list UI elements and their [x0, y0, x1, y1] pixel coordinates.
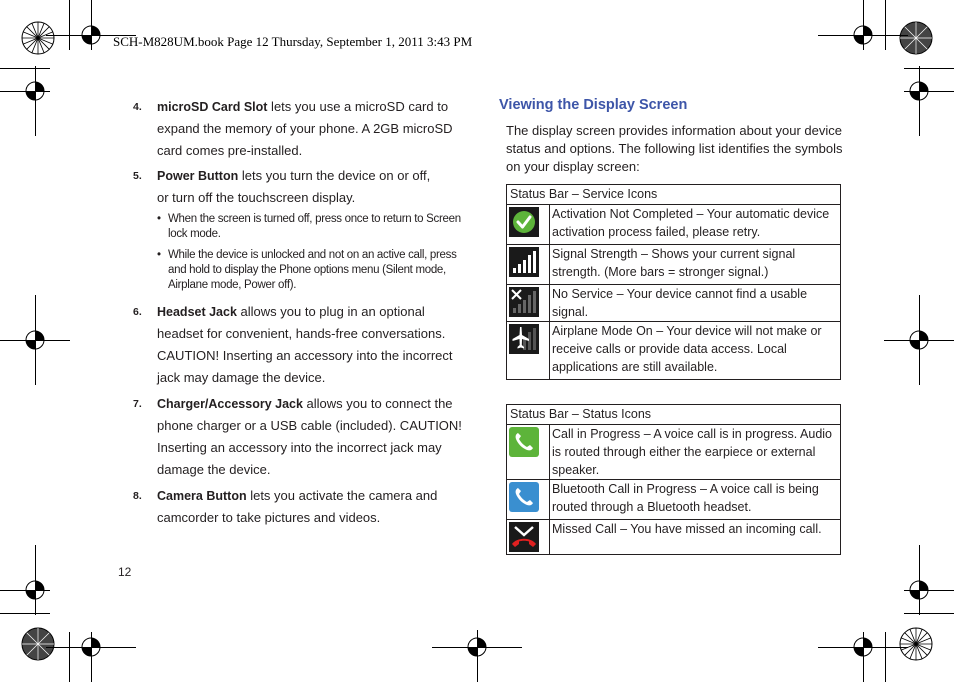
bullet-item: • While the device is unlocked and not on an active call, press and hold to display the Phone options menu (Silent mode, Airplane mode, Power off). [157, 249, 457, 291]
status-icons-table [506, 404, 841, 555]
step-text: lets you use a microSD card to expand the memory of your phone. A 2GB microSD card comes pre-installed. [157, 99, 453, 158]
registration-starburst-icon [21, 21, 55, 55]
crop-line [35, 66, 36, 136]
crop-line [885, 0, 886, 50]
crop-line [69, 632, 70, 682]
step-text: allows you to plug in an optional headset for convenient, hands-free conversations. CAUTION! Inserting an accessory into the incorrect jack may damage the device. [157, 304, 453, 385]
crop-line [904, 590, 954, 591]
registration-starburst-icon [899, 627, 933, 661]
step-number: 8. [133, 490, 142, 502]
table-header: Status Bar – Status Icons [507, 405, 841, 425]
row-description: Activation Not Completed – Your automatic device activation process failed, please retry. [550, 205, 841, 245]
crop-line [35, 545, 36, 615]
section-intro: The display screen provides information about your device status and options. The following list identifies the symbols on your display screen: [506, 123, 843, 174]
table-row [507, 520, 841, 555]
table-row [507, 205, 841, 245]
crop-line [885, 632, 886, 682]
row-description: Signal Strength – Shows your current signal strength. (More bars = stronger signal.) [550, 245, 841, 285]
crop-line [91, 632, 92, 682]
row-description: No Service – Your device cannot find a usable signal. [550, 285, 841, 322]
crop-line [91, 0, 92, 50]
crop-line [0, 91, 50, 92]
crop-line [863, 632, 864, 682]
crop-line [919, 545, 920, 615]
registration-starburst-icon [21, 627, 55, 661]
row-description: Call in Progress – A voice call is in progress. Audio is routed through either the earpiece or external speaker. [550, 425, 841, 480]
activation-check-icon [509, 207, 539, 237]
crop-line [477, 630, 478, 682]
step-term: microSD Card Slot [157, 100, 268, 114]
step-term: Camera Button [157, 489, 247, 503]
step-item [133, 96, 468, 162]
table-header: Status Bar – Service Icons [507, 185, 841, 205]
crop-line [919, 295, 920, 385]
step-number: 6. [133, 306, 142, 318]
bullet-marker: • [157, 249, 161, 261]
step-text: allows you to connect the phone charger or a USB cable (included). CAUTION! Inserting an accessory into the incorrect jack may damage the device. [157, 396, 462, 477]
row-description: Airplane Mode On – Your device will not make or receive calls or provide data access. Local applications are still available. [550, 322, 841, 380]
bullet-marker: • [157, 213, 161, 225]
table-row [507, 425, 841, 480]
call-in-progress-icon [509, 427, 539, 457]
bullet-list [157, 212, 468, 293]
page-number: 12 [118, 565, 132, 579]
step-term: Charger/Accessory Jack [157, 397, 303, 411]
crop-line [0, 68, 50, 69]
no-service-icon [509, 287, 539, 317]
step-text: lets you turn the device on or off, [238, 168, 431, 183]
crop-line [863, 0, 864, 50]
crop-line [0, 613, 50, 614]
table-row [507, 480, 841, 520]
step-item [133, 301, 468, 389]
crop-line [904, 613, 954, 614]
step-item [133, 485, 468, 529]
step-number: 4. [133, 101, 142, 113]
print-header: SCH-M828UM.book Page 12 Thursday, September 1, 2011 3:43 PM [113, 34, 473, 49]
bullet-item: • When the screen is turned off, press once to return to Screen lock mode. [157, 213, 461, 240]
missed-call-icon [509, 522, 539, 552]
step-term: Headset Jack [157, 305, 237, 319]
bluetooth-call-icon [509, 482, 539, 512]
row-description: Bluetooth Call in Progress – A voice call is being routed through a Bluetooth headset. [550, 480, 841, 520]
airplane-mode-icon [509, 324, 539, 354]
crop-line [904, 91, 954, 92]
service-icons-table [506, 184, 841, 380]
crop-line [904, 68, 954, 69]
step-text: or turn off the touchscreen display. [157, 190, 356, 205]
table-row [507, 285, 841, 322]
table-row [507, 245, 841, 285]
crop-line [0, 590, 50, 591]
step-number: 5. [133, 170, 142, 182]
table-row [507, 322, 841, 380]
step-text: lets you activate the camera and camcorder to take pictures and videos. [157, 488, 438, 525]
step-item [133, 393, 468, 481]
left-column [133, 96, 468, 532]
row-description: Missed Call – You have missed an incoming call. [550, 520, 841, 555]
registration-starburst-icon [899, 21, 933, 55]
step-term: Power Button [157, 169, 239, 183]
crop-line [35, 295, 36, 385]
crop-line [69, 0, 70, 50]
section-title: Viewing the Display Screen [499, 97, 688, 113]
signal-strength-icon [509, 247, 539, 277]
step-number: 7. [133, 398, 142, 410]
step-item [133, 165, 468, 209]
crop-line [919, 66, 920, 136]
